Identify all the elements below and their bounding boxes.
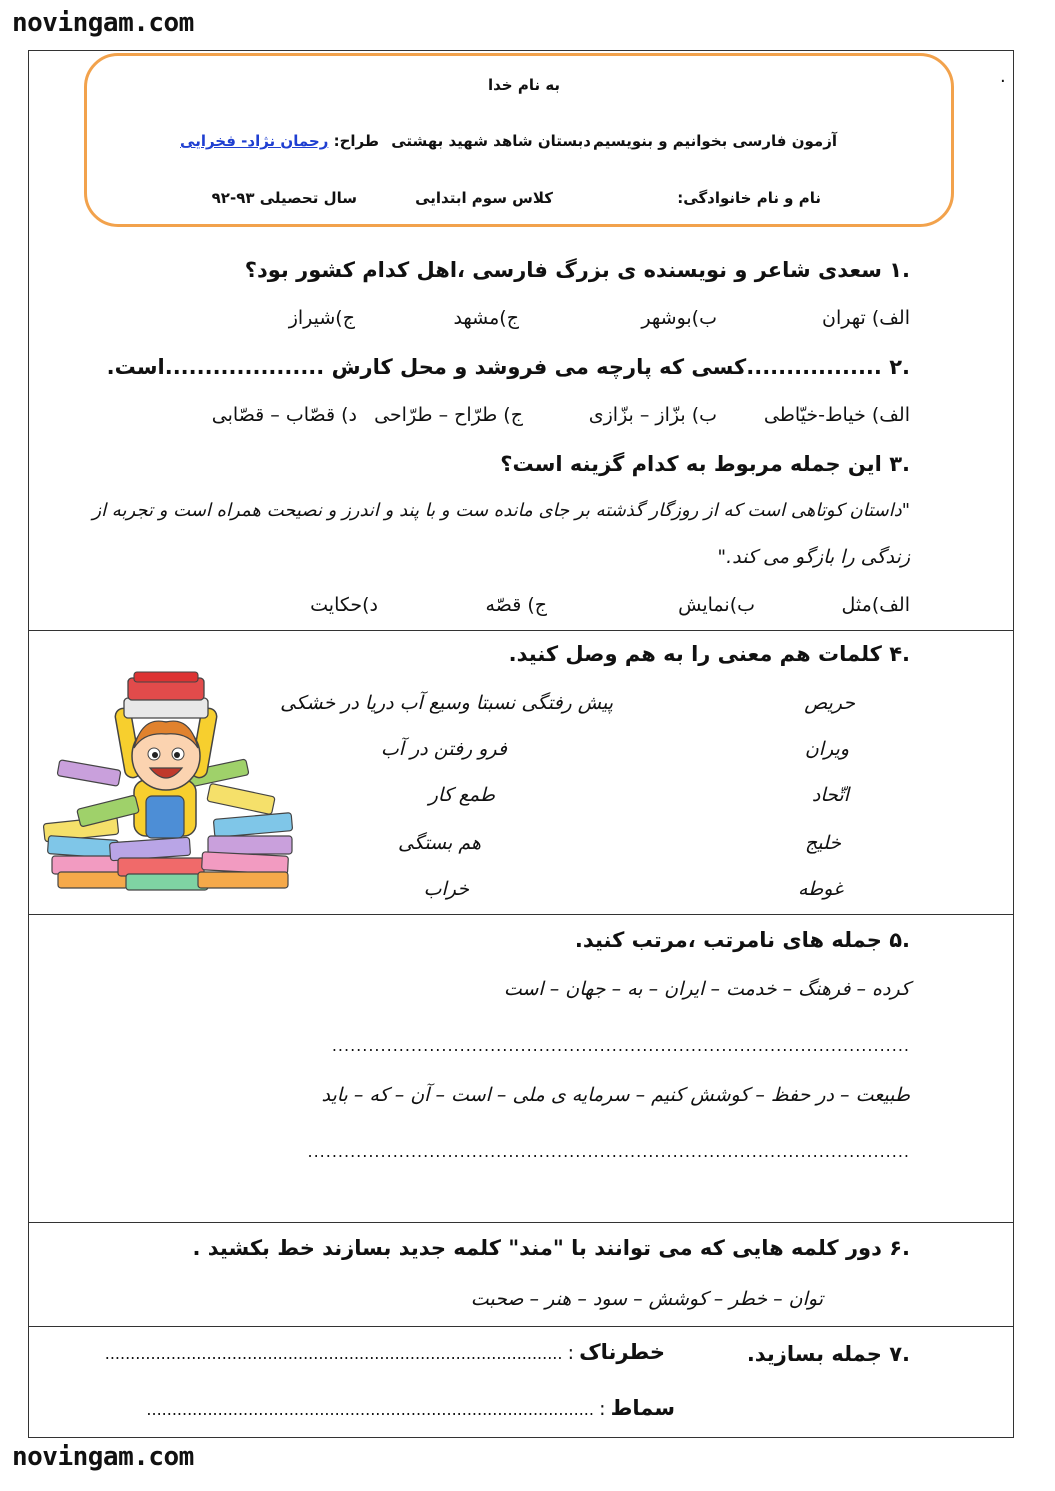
q2-option-b: ب) بزّاز – بزّازی <box>588 404 717 426</box>
q7-item-2 <box>146 1396 675 1420</box>
q3-option-a: الف)مثل <box>841 594 910 616</box>
question-5: .۵ جمله های نامرتب ،مرتب کنید. <box>574 928 910 952</box>
divider-q5 <box>28 914 1014 915</box>
q4-word-3: اتّحاد <box>811 784 849 806</box>
q2-option-a: الف) خیاط-خیّاطی <box>763 404 910 426</box>
q3-option-d: د)حکایت <box>310 594 378 616</box>
designer-name: رحمان نژاد- فخرایی <box>180 132 329 150</box>
school-name: دبستان شاهد شهید بهشتی <box>391 132 591 150</box>
watermark-top: novingam.com <box>12 8 194 38</box>
exam-title: آزمون فارسی بخوانیم و بنویسیم <box>593 132 837 150</box>
q5-sentence-2: طبیعت – در حفظ – کوشش کنیم – سرمایه ی ملی – است – آن – که – باید <box>321 1084 910 1106</box>
q1-option-d: ج)شیراز <box>288 307 355 329</box>
q1-option-a: الف) تهران <box>822 307 910 329</box>
child-with-books-icon <box>38 670 300 892</box>
question-7: .۷ جمله بسازید. <box>746 1342 910 1366</box>
q4-meaning-1: پیش رفتگی نسبتا وسیع آب دریا در خشکی <box>280 692 613 714</box>
class-label: کلاس سوم ابتدایی <box>415 189 553 207</box>
q7-word-2-sep: : <box>599 1398 606 1420</box>
q2-option-d: د) قصّاب – قصّابی <box>211 404 357 426</box>
q7-word-1-sep: : <box>567 1342 574 1364</box>
q6-words: توان – خطر – کوشش – سود – هنر – صحبت <box>470 1288 823 1310</box>
q7-word-1: خطرناک <box>579 1340 665 1364</box>
designer-label: طراح: <box>333 132 379 150</box>
q1-option-b: ب)بوشهر <box>641 307 717 329</box>
q4-meaning-3: طمع کار <box>428 784 495 806</box>
q7-item-1 <box>105 1340 665 1364</box>
divider-q4 <box>28 630 1014 631</box>
q4-meaning-4: هم بستگی <box>397 832 481 854</box>
q5-answer-line-2[interactable]: ................................................................................................... <box>307 1142 910 1161</box>
question-1: .۱ سعدی شاعر و نویسنده ی بزرگ فارسی ،اهل کدام کشور بود؟ <box>244 258 910 282</box>
q3-quote-line2: زندگی را بازگو می کند." <box>717 546 910 568</box>
q4-word-5: غوطه <box>797 878 843 900</box>
q5-answer-line-1[interactable]: ............................................................................................... <box>331 1036 910 1055</box>
q4-meaning-5: خراب <box>423 878 469 900</box>
question-4: .۴ کلمات هم معنی را به هم وصل کنید. <box>508 642 910 666</box>
q4-word-4: خلیج <box>804 832 841 854</box>
divider-q6 <box>28 1222 1014 1223</box>
q4-meaning-2: فرو رفتن در آب <box>380 738 507 760</box>
q3-quote-line1: "داستان کوتاهی است که از روزگار گذشته بر جای مانده ست و با پند و اندرز و نصیحت همراه است و تجربه از <box>92 500 910 521</box>
q7-answer-line-1[interactable]: .......................................................................................... <box>104 1344 563 1363</box>
name-label: نام و نام خانوادگی: <box>677 189 821 207</box>
divider-q7 <box>28 1326 1014 1327</box>
q1-option-c: ج)مشهد <box>453 307 519 329</box>
q7-answer-line-2[interactable]: ........................................................................................ <box>146 1400 594 1419</box>
watermark-bottom: novingam.com <box>12 1442 194 1472</box>
question-2: .۲ .................کسی که پارچه می فروشد و محل کارش ....................است. <box>106 355 910 379</box>
corner-dot: . <box>1000 66 1006 87</box>
q3-option-b: ب)نمایش <box>678 594 755 616</box>
designer-line <box>180 132 379 150</box>
q4-word-2: ویران <box>804 738 849 760</box>
q5-sentence-1: کرده – فرهنگ – خدمت – ایران – به – جهان – است <box>503 978 910 1000</box>
bismillah: به نام خدا <box>488 76 561 94</box>
q7-word-2: سماط <box>610 1396 675 1420</box>
q3-option-c: ج) قصّه <box>485 594 547 616</box>
school-year: سال تحصیلی ۹۳-۹۲ <box>211 189 357 207</box>
question-3: .۳ این جمله مربوط به کدام گزینه است؟ <box>500 452 910 476</box>
q2-option-c: ج) طرّاح – طرّاحی <box>374 404 523 426</box>
question-6: .۶ دور کلمه هایی که می توانند با "مند" کلمه جدید بسازند خط بکشید . <box>192 1236 910 1260</box>
q4-word-1: حریص <box>804 692 855 714</box>
